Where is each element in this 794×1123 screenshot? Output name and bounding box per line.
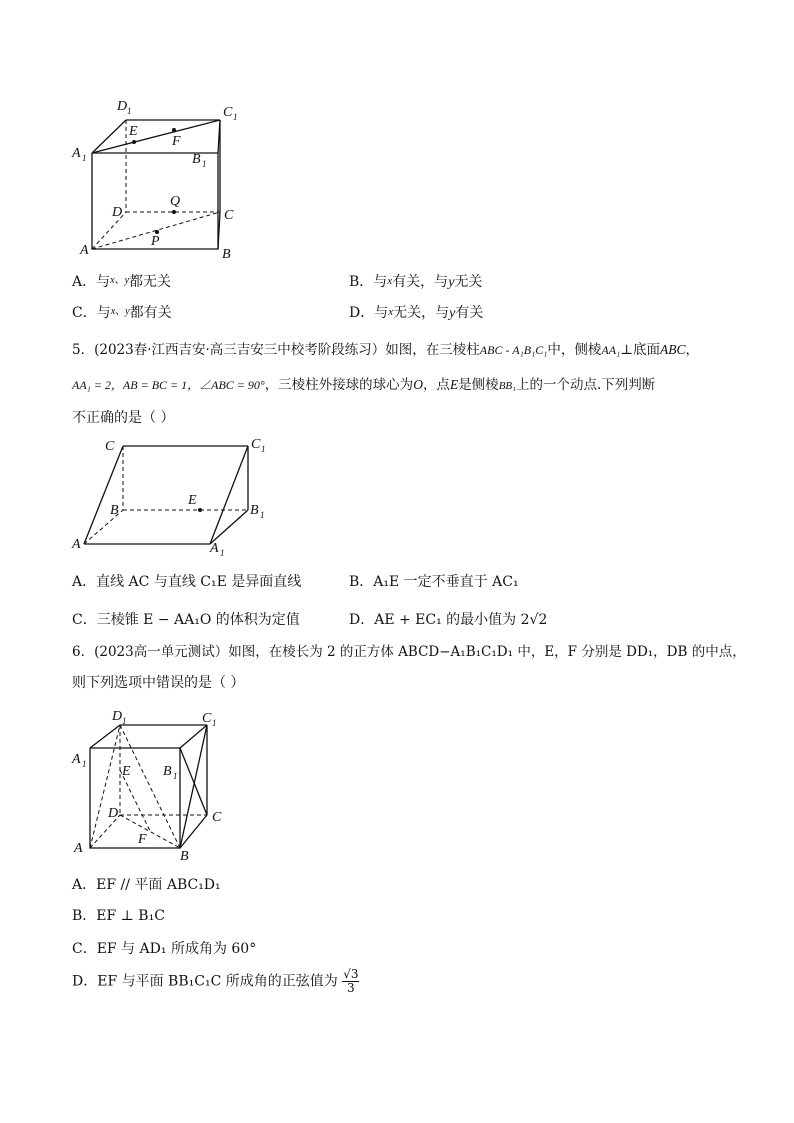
svg-text:1: 1 [127, 106, 132, 116]
label-E: E [122, 764, 131, 779]
label-C: C [212, 810, 222, 825]
q6-option-b[interactable]: B．EF ⊥ B₁C [72, 908, 165, 924]
svg-text:1: 1 [82, 153, 87, 163]
label-B1: B [250, 503, 259, 518]
label-D1: D [117, 99, 128, 114]
q6-option-d[interactable]: D．EF 与平面 BB₁C₁C 所成角的正弦值为 $\frac{√3}{3}$ [72, 967, 359, 995]
label-E: E [129, 124, 138, 139]
label-B1: B [192, 152, 201, 167]
svg-text:1: 1 [260, 510, 265, 520]
label-E: E [188, 493, 197, 508]
label-Q: Q [170, 194, 181, 209]
q4-option-d[interactable]: D．与x无关，与y有关 [349, 305, 484, 321]
q5-option-a[interactable]: A．直线 AC 与直线 C₁E 是异面直线 [72, 574, 302, 590]
svg-text:1: 1 [212, 718, 217, 728]
q5-stem-line1: 5．(2023春·江西吉安·高三吉安三中校考阶段练习）如图，在三棱柱ABC - A₁B₁C₁中，侧棱AA₁⊥底面ABC， [72, 342, 699, 358]
q6-option-c[interactable]: C．EF 与 AD₁ 所成角为 60° [72, 941, 257, 957]
label-D: D [108, 806, 119, 821]
label-C1: C [202, 711, 212, 726]
label-A: A [72, 537, 81, 552]
q5-option-c[interactable]: C．三棱锥 E − AA₁O 的体积为定值 [72, 612, 300, 628]
q4-option-a[interactable]: A．与$^{x、y}$都无关 [72, 274, 172, 290]
label-F: F [138, 832, 147, 847]
label-A: A [80, 243, 89, 258]
label-B: B [222, 247, 231, 262]
label-C: C [105, 439, 115, 454]
svg-text:1: 1 [173, 771, 178, 781]
q5-option-d[interactable]: D．AE + EC₁ 的最小值为 2√2 [349, 612, 548, 628]
svg-text:1: 1 [261, 444, 266, 454]
q5-option-b[interactable]: B．A₁E 一定不垂直于 AC₁ [349, 574, 519, 590]
label-A1: A [72, 752, 81, 767]
label-F: F [172, 134, 181, 149]
q6-stem-line1: 6．(2023高一单元测试）如图，在棱长为 2 的正方体 ABCD−A₁B₁C₁D₁ 中，E，F 分别是 DD₁，DB 的中点， [72, 644, 746, 660]
svg-text:1: 1 [220, 548, 225, 558]
label-D: D [112, 205, 123, 220]
label-C: C [224, 208, 234, 223]
svg-text:1: 1 [122, 716, 127, 726]
label-C1: C [223, 105, 233, 120]
q6-stem-line2: 则下列选项中错误的是（ ） [72, 675, 245, 691]
q5-stem-line2: AA₁ = 2，AB = BC = 1，∠ABC = 90°，三棱柱外接球的球心为O，点E是侧棱BB₁上的一个动点.下列判断 [72, 377, 656, 393]
q4-option-c[interactable]: C．与$^{x、y}$都有关 [72, 305, 172, 321]
q6-option-a[interactable]: A．EF // 平面 ABC₁D₁ [72, 877, 221, 893]
label-B: B [180, 849, 189, 864]
cube-figure-q6 [60, 700, 260, 865]
label-B: B [110, 503, 119, 518]
label-A1: A [72, 146, 81, 161]
label-B1: B [163, 764, 172, 779]
label-P: P [151, 234, 160, 249]
cube-figure-top [60, 90, 260, 270]
svg-text:1: 1 [202, 159, 207, 169]
label-C1: C [251, 437, 261, 452]
q5-stem-line3: 不正确的是（ ） [72, 410, 175, 426]
svg-text:1: 1 [82, 759, 87, 769]
fraction-sqrt3-over-3: $\frac{√3}{3}$ [343, 967, 359, 995]
svg-text:1: 1 [233, 112, 238, 122]
label-A1: A [210, 541, 219, 556]
q4-option-b[interactable]: B．与x有关，与y无关 [349, 274, 483, 290]
label-D1: D [112, 709, 123, 724]
label-A: A [74, 841, 83, 856]
prism-figure-q5 [60, 430, 280, 560]
